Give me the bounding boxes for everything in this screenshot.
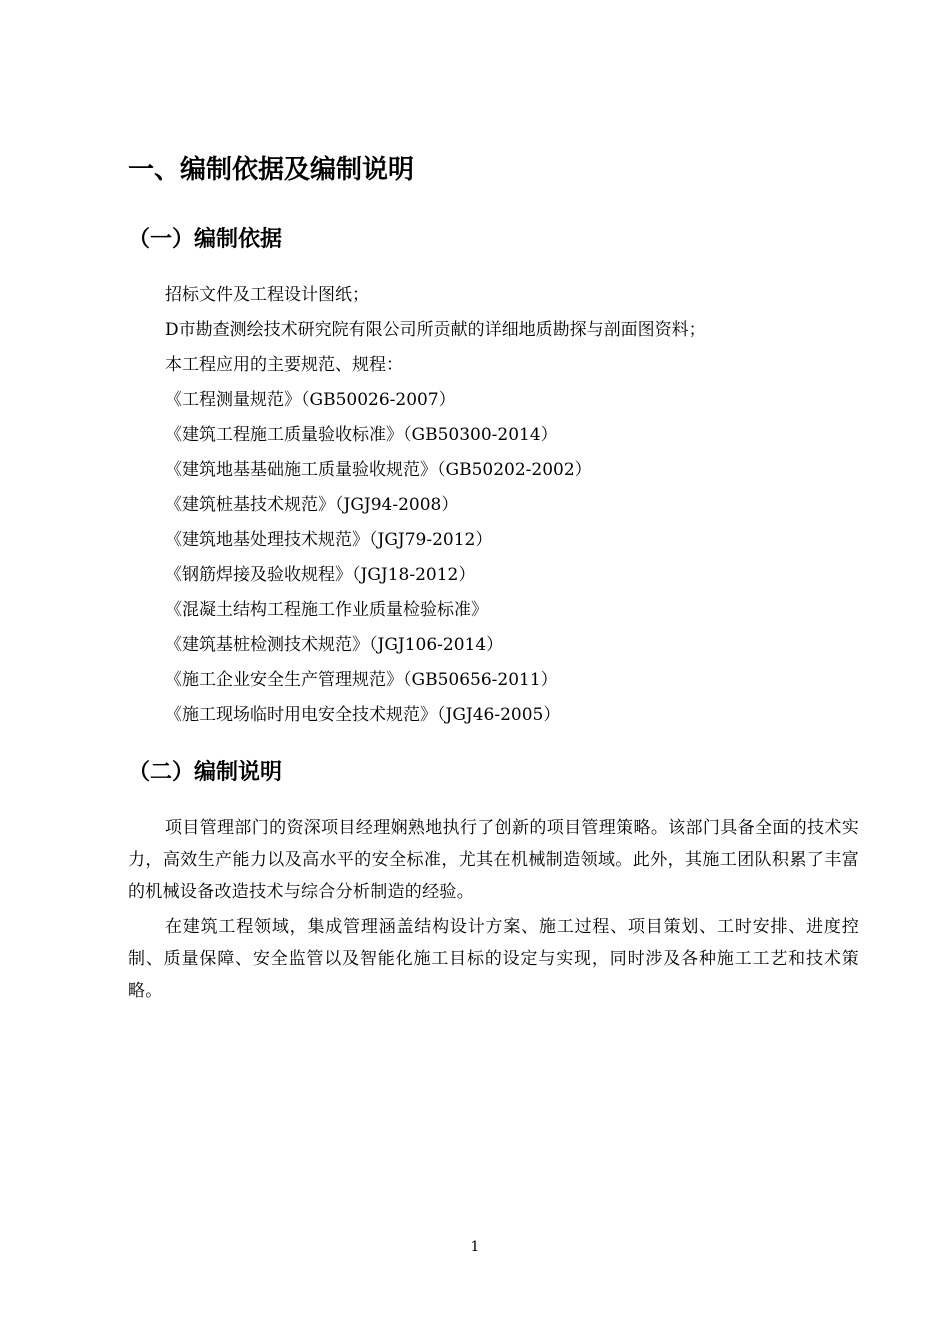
list-item: D市勘查测绘技术研究院有限公司所贡献的详细地质勘探与剖面图资料； bbox=[165, 320, 706, 340]
page-number: 1 bbox=[470, 1239, 480, 1255]
list-item: 《工程测量规范》（GB50026-2007） bbox=[165, 390, 456, 410]
main-heading: 一、编制依据及编制说明 bbox=[128, 155, 415, 185]
list-item: 《钢筋焊接及验收规程》（JGJ18-2012） bbox=[165, 565, 476, 585]
description-paragraph: 在建筑工程领域，集成管理涵盖结构设计方案、施工过程、项目策划、工时安排、进度控制、质量保障、安全监管以及智能化施工目标的设定与实现，同时涉及各种施工工艺和技术策略。 bbox=[128, 917, 859, 1001]
list-item: 《施工企业安全生产管理规范》（GB50656-2011） bbox=[165, 670, 558, 690]
list-item: 《混凝土结构工程施工作业质量检验标准》 bbox=[165, 600, 488, 620]
section-heading-basis: （一）编制依据 bbox=[128, 227, 283, 252]
list-item: 《建筑桩基技术规范》（JGJ94-2008） bbox=[165, 495, 459, 515]
list-item: 《施工现场临时用电安全技术规范》（JGJ46-2005） bbox=[165, 705, 561, 725]
list-item: 《建筑地基处理技术规范》（JGJ79-2012） bbox=[165, 530, 493, 550]
list-item: 招标文件及工程设计图纸； bbox=[165, 285, 369, 305]
list-item: 《建筑基桩检测技术规范》（JGJ106-2014） bbox=[165, 635, 504, 655]
section-heading-description: （二）编制说明 bbox=[128, 760, 283, 785]
list-item: 《建筑地基基础施工质量验收规范》（GB50202-2002） bbox=[165, 460, 592, 480]
basis-list bbox=[165, 278, 706, 733]
list-item: 本工程应用的主要规范、规程： bbox=[165, 355, 403, 375]
description-paragraph: 项目管理部门的资深项目经理娴熟地执行了创新的项目管理策略。该部门具备全面的技术实力，高效生产能力以及高水平的安全标准，尤其在机械制造领域。此外，其施工团队积累了丰富的机械设备改造技术与综合分析制造的经验。 bbox=[128, 818, 859, 902]
list-item: 《建筑工程施工质量验收标准》（GB50300-2014） bbox=[165, 425, 558, 445]
